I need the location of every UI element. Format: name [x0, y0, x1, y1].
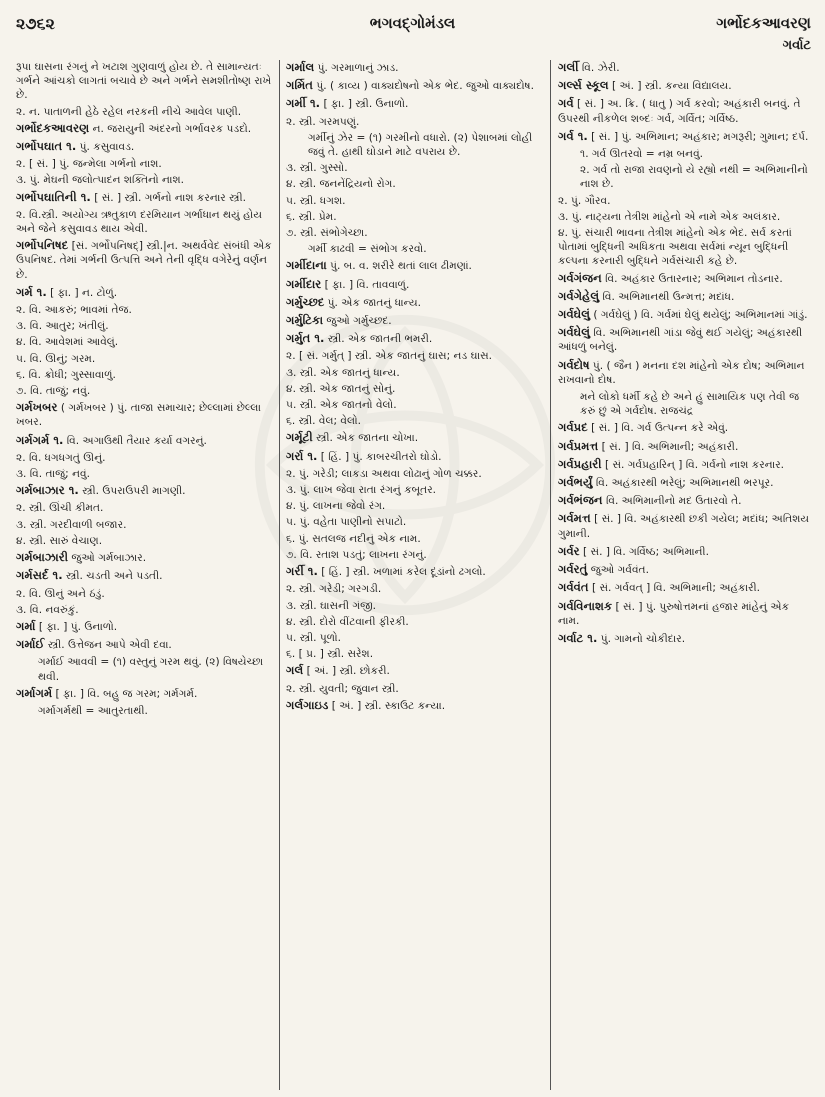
usage-example: ૨. ગર્વ તો રાજા રાવણનો યે રહ્યો નથી = અભિમાનીનો નાશ છે. [580, 164, 808, 191]
column-divider [550, 60, 551, 1090]
entry-definition: [ હિં. ] પું. કાબરચીતરો ઘોડો. [317, 450, 442, 463]
dictionary-entry [558, 544, 810, 559]
sub-definition: ૨. વિ. ધગધગતું ઊનું. [16, 451, 106, 464]
dictionary-entry [286, 564, 544, 579]
entry-definition: ( ગર્વઘેલું ) વિ. ગર્વમાં ઘેલું થયેલું; અભિમાનમાં ગાંડું. [590, 309, 808, 322]
sub-definition: રૂપા ઘાસના રંગનું ને ખટાશ ગુણવાળું હોય છે. તે સામાન્યતઃ ગર્ભને આંચકો લાગતાં બચાવે છે અને ગર્ભને સમશીતોષ્ણ રાખે છે. [16, 61, 272, 102]
entry-definition: સ્ત્રી. ઉત્તેજન આપે એવી દવા. [44, 639, 172, 652]
dictionary-entry [286, 277, 544, 292]
entry-definition: વિ. અગાઉથી તૈયાર કર્યા વગરનું. [63, 434, 207, 447]
sub-definition: ૩. સ્ત્રી. ઘાસની ગંજી. [286, 599, 377, 612]
dictionary-entry [16, 238, 274, 282]
entry-headword: ગર્લગાઇડ [286, 697, 329, 712]
usage-example: ૧. ગર્વ ઊતરવો = નમ્ર બનવું. [580, 148, 704, 161]
entry-definition: [ ફા. ] સ્ત્રી. ઉનાળો. [320, 98, 409, 111]
entry-definition: [ સં. ] વિ. અભિમાની; અહંકારી. [598, 440, 739, 453]
entry-headword: ગર્વપ્રદ [558, 420, 588, 435]
dictionary-entry [286, 78, 544, 93]
sub-definition: ૪. સ્ત્રી. દોરો વીંટવાની ફીરકી. [286, 615, 409, 628]
entry-headword: ગર્મીદાર [286, 276, 322, 291]
sub-definition: ૨. સ્ત્રી. ઊંચી કીમત. [16, 502, 104, 515]
entry-definition: વિ. અભિમાનીનો મદ ઉતારવો તે. [602, 495, 742, 508]
sub-definition: ૬. [ પ્ર. ] સ્ત્રી. સરેશ. [286, 648, 374, 661]
entry-definition: સ્ત્રી. ઉપરાઉપરી માગણી. [78, 485, 186, 498]
entry-headword: ગર્વભંજન [558, 493, 603, 508]
page-number: ૨૭૬૨ [16, 14, 55, 33]
entry-definition: [ સં. ] અ. ક્રિ. ( ધાતુ ) ગર્વ કરવો; અહંકારી બનવું. તે ઉપરથી નીકળેલ શબ્દઃ ગર્વ, ગર્વિત; ગર્વિષ્ઠ. [558, 98, 801, 125]
entry-definition: સ્ત્રી. ચડતી અને પડતી. [62, 570, 163, 583]
entry-headword: ગર્વઘેલું [558, 307, 591, 322]
sub-definition: ૩. વિ. તાજું; નવું. [16, 468, 90, 481]
entry-definition: ( ગર્મખબર ) પું. તાજા સમાચાર; છેલ્લામાં છેલ્લા ખબર. [16, 402, 261, 429]
usage-example: ગર્માગર્મથી = આતુરતાથી. [38, 704, 148, 717]
entry-headword: ગર્મિત [286, 78, 313, 93]
dictionary-entry [286, 449, 544, 464]
sub-definition: ૩. પું. લાખ જેવા રાતા રંગનું કબૂતર. [286, 484, 437, 497]
entry-definition: [ અં. ] સ્ત્રી. છોકરી. [303, 665, 390, 678]
entry-headword: ગર્વભર્યું [558, 475, 593, 490]
dictionary-entry [286, 60, 544, 75]
entry-headword: ગર્મ ૧. [16, 284, 47, 299]
dictionary-entry [16, 121, 274, 136]
entry-headword: ગર્વદોષ [558, 357, 590, 372]
sub-definition: ૪. વિ. આવેશમાં આવેલું. [16, 336, 119, 349]
entry-headword: ગર્લ્સ સ્કૂલ [558, 78, 609, 93]
entry-headword: ગર્રા ૧. [286, 448, 318, 463]
entry-definition: પું. ( જૈન ) મનના દશ માંહેનો એક દોષ; અભિમાન રાખવાનો દોષ. [558, 359, 805, 386]
entry-headword: ગર્વવિનાશક [558, 598, 613, 613]
sub-definition: ૨. વિ.સ્ત્રી. અયોગ્ય ઋતુકાળ દરમિયાન ગર્ભાધાન થયું હોય અને જેને કસુવાવડ થાય એવી. [16, 208, 262, 236]
entry-headword: ગર્મી ૧. [286, 96, 321, 111]
dictionary-entry [16, 550, 274, 565]
column-3 [558, 60, 810, 1090]
sub-definition: ૨. સ્ત્રી. ગરમપણું. [286, 115, 360, 128]
usage-example: ગર્મીનું ઝેર = (૧) ગરમીનો વધારો. (૨) પેશાબમાં લોહી જવું તે. હાથી ઘોડાને માટે વપરાય છે. [308, 131, 533, 159]
sub-definition: ૩. સ્ત્રી. ગુસ્સો. [286, 162, 348, 175]
dictionary-entry [286, 313, 544, 328]
entry-definition: વિ. અહંકાર ઉતારનાર; અભિમાન તોડનાર. [601, 272, 783, 285]
entry-definition: [ અં. ] સ્ત્રી. કન્યા વિદ્યાલય. [608, 80, 732, 93]
entry-definition: પું. ( કાવ્ય ) વાક્યદોષનો એક ભેદ. જુઓ વાક્યદોષ. [312, 80, 534, 93]
sub-definition: ૪. પું. લાખના જેવો રંગ. [286, 500, 386, 513]
sub-definition: ૩. સ્ત્રી. ગરદીવાળી બજાર. [16, 518, 127, 531]
dictionary-entry [16, 139, 274, 154]
dictionary-entry [558, 562, 810, 577]
dictionary-entry [286, 698, 544, 713]
sub-definition: ૨. પું. ગૌરવ. [558, 194, 611, 207]
entry-definition: પું. બ. વ. શરીરે થતાં લાલ ઢીમણાં. [326, 260, 472, 273]
sub-definition: ૬. વિ. ક્રોધી; ગુસ્સાવાળું. [16, 368, 116, 381]
entry-headword: ગર્વઘેલું [558, 325, 591, 340]
entry-definition: જુઓ ગર્વવંત. [587, 564, 649, 577]
dictionary-entry [558, 78, 810, 93]
entry-definition: પું. ગરમાળાનું ઝાડ. [314, 62, 399, 74]
dictionary-entry [16, 433, 274, 448]
entry-headword: ગર્મખબર [16, 400, 58, 415]
sub-definition: ૪. પું. સંચારી ભાવના તેત્રીશ માંહેનો એક ભેદ. સર્વ કરતાં પોતામાં બુદ્ધિની અધિકતા અથવા સર્વમાં ન્યૂન બુદ્ધિની કલ્પના કરનારી બુદ્ધિને ગર્વસંચારી કહે છે. [558, 227, 792, 268]
sub-definition: ૨. ન. પાતાળની હેઠે રહેલ નરકની નીચે આવેલ પાણી. [16, 105, 242, 118]
entry-headword: ગર્માગર્મ [16, 685, 53, 700]
sub-definition: ૩. વિ. નવરુંકું. [16, 603, 79, 616]
entry-definition: [ સં. ] વિ. ગર્વિષ્ઠ; અભિમાની. [579, 545, 709, 558]
dictionary-entry [558, 271, 810, 286]
entry-headword: ગર્વરતું [558, 562, 588, 577]
usage-example: ગર્મી કાઢવી = સંભોગ કરવો. [308, 243, 427, 256]
entry-definition: [ ફા. ] પું. ઉનાળો. [35, 620, 118, 633]
entry-definition: ન. જરાયુની અંદરનો ગર્ભાવરક પડદો. [89, 122, 252, 135]
sub-definition: ૪. સ્ત્રી. સારું વેચાણ. [16, 534, 103, 547]
sub-definition: ૪. સ્ત્રી. જનનેંદ્રિયનો રોગ. [286, 178, 396, 191]
entry-headword: ગર્રી ૧. [286, 564, 318, 579]
sub-definition: ૩. પું. નાટ્યના તેત્રીશ માંહેનો એ નામે એક અલંકાર. [558, 210, 781, 223]
entry-definition: [ અં. ] સ્ત્રી. સ્કાઉટ કન્યા. [328, 699, 446, 712]
column-divider [279, 60, 280, 1090]
entry-headword: ગર્ભોપઘાતિની ૧. [16, 189, 91, 204]
sub-definition: ૩. વિ. આતુર; ખંતીલું. [16, 320, 109, 333]
book-title: ભગવદ્ગોમંડલ [369, 14, 456, 32]
sub-definition: ૭. સ્ત્રી. સંભોગેચ્છા. [286, 227, 368, 240]
dictionary-entry [286, 331, 544, 346]
entry-definition: વિ. અભિમાનથી ગાંડા જેવું થઈ ગયેલું; અહંકારથી આંધળું બનેલું. [558, 327, 803, 354]
dictionary-entry [16, 637, 274, 652]
usage-example: મને લોકો ધર્મી કહે છે અને હું સામાયિક પણ તેવી જ કરું છું એ ગર્વદોષ. રાજચંદ્ર [580, 391, 800, 418]
sub-definition: ૨. સ્ત્રી. યુવતી; જુવાન સ્ત્રી. [286, 682, 399, 695]
sub-definition: ૨. પું. ગરેડી; લાકડા અથવા લોઢાનું ગોળ ચક્કર. [286, 467, 482, 480]
entry-definition: પું. એક જાતનું ધાન્ય. [324, 296, 421, 309]
dictionary-entry [558, 475, 810, 490]
sub-definition: ૬. સ્ત્રી. વેલ; વેલો. [286, 415, 362, 428]
entry-headword: ગર્વમત્ત [558, 511, 591, 526]
entry-headword: ગર્વવંત [558, 580, 589, 595]
entry-definition: [ સં. ] વિ. ગર્વ ઉત્પન્ન કરે એવું. [587, 422, 729, 435]
sub-definition: ૭. વિ. રતાશ પડતું; લાખના રંગનું. [286, 548, 427, 561]
entry-headword: ગર્મબાઝારી [16, 550, 69, 565]
sub-definition: ૭. વિ. તાજું; નવું. [16, 385, 91, 398]
entry-headword: ગર્ભોદકઆવરણ [16, 120, 90, 135]
column-2 [286, 60, 544, 1090]
last-guide-word: ગર્વાટ [782, 38, 811, 53]
entry-definition: [સં. ગર્ભોપનિષદ્] સ્ત્રી.|ન. અથર્વવેદ સંબંધી એક ઉપનિષદ. તેમાં ગર્ભની ઉત્પત્તિ અને તેની વૃદ્ધિ વગેરેનું વર્ણન છે. [16, 240, 272, 281]
dictionary-entry [16, 483, 274, 498]
entry-definition: [ સં. ] સ્ત્રી. ગર્ભનો નાશ કરનાર સ્ત્રી. [90, 191, 246, 204]
dictionary-entry [558, 631, 810, 646]
entry-definition: સ્ત્રી. એક જાતની ભમરી. [324, 333, 433, 346]
entry-headword: ગર્મગર્મ ૧. [16, 432, 64, 447]
dictionary-entry [16, 686, 274, 701]
entry-headword: ગર્માલ [286, 60, 315, 74]
entry-definition: [ ફા. ] વિ. બહુ જ ગરમ; ગર્મગર્મ. [52, 687, 198, 700]
page-header [0, 0, 825, 62]
entry-headword: ગર્ભોપનિષદ [16, 238, 69, 253]
entry-headword: ગર્વગંજન [558, 270, 602, 285]
dictionary-entry [558, 511, 810, 540]
sub-definition: ૨. સ્ત્રી. ગરેડી; ગરગડી. [286, 583, 382, 596]
dictionary-entry [558, 420, 810, 435]
entry-headword: ગર્વપ્રમત્ત [558, 438, 599, 453]
entry-headword: ગર્મૂટી [286, 430, 313, 445]
dictionary-entry [286, 295, 544, 310]
sub-definition: ૬. સ્ત્રી. પ્રેમ. [286, 210, 337, 223]
dictionary-entry [16, 619, 274, 634]
entry-definition: વિ. અહંકારથી ભરેલું; અભિમાનથી ભરપૂર. [592, 477, 774, 490]
dictionary-entry [16, 190, 274, 205]
entry-definition: પું. ગામનો ચોકીદાર. [597, 632, 686, 645]
entry-definition: સ્ત્રી. એક જાતના ચોખા. [312, 432, 419, 445]
dictionary-entry [286, 663, 544, 678]
sub-definition: ૬. પું. સતલજ નદીનું એક નામ. [286, 532, 421, 545]
dictionary-entry [558, 129, 810, 144]
entry-headword: ગર્લ [286, 663, 304, 678]
dictionary-entry [16, 285, 274, 300]
first-guide-word: ગર્ભોદકઆવરણ [716, 14, 811, 32]
dictionary-entry [286, 258, 544, 273]
entry-definition: જુઓ ગર્મબાઝાર. [68, 552, 147, 565]
entry-definition: પું. કસુવાવડ. [76, 141, 135, 154]
entry-definition: [ ફા. ] ન. ટોળું. [46, 286, 118, 299]
entry-headword: ગર્ભોપઘાત ૧. [16, 139, 77, 154]
dictionary-entry [558, 599, 810, 628]
sub-definition: ૩. પું. મેઘની જલોત્પાદન શક્તિનો નાશ. [16, 174, 185, 187]
dictionary-entry [286, 430, 544, 445]
entry-headword: ગર્વર [558, 543, 580, 558]
entry-definition: [ હિં. ] સ્ત્રી. ખળામાં કરેલ દૂંડાંનો ઢગલો. [317, 566, 486, 579]
dictionary-entry [558, 307, 810, 322]
entry-headword: ગર્મીદાના [286, 258, 327, 273]
entry-definition: [ સં. ] વિ. અહંકારથી છકી ગયેલ; મદાંધ; અતિશય ગુમાની. [558, 513, 810, 540]
entry-definition: [ ફા. ] વિ. તાવવાળું. [321, 278, 410, 291]
entry-definition: વિ. ઝેરી. [578, 62, 620, 74]
entry-headword: ગર્મુત ૧. [286, 331, 325, 346]
dictionary-entry [558, 289, 810, 304]
sub-definition: ૫. સ્ત્રી. એક જાતનો વેલો. [286, 399, 397, 412]
column-1 [16, 60, 274, 1090]
sub-definition: ૪. સ્ત્રી. એક જાતનું સોનું. [286, 382, 396, 395]
dictionary-entry [558, 457, 810, 472]
sub-definition: ૨. વિ. ઊનું અને ઠંડું. [16, 587, 105, 600]
entry-headword: ગર્માઈ [16, 637, 45, 652]
entry-headword: ગર્મબાઝાર ૧. [16, 483, 79, 498]
sub-definition: ૨. વિ. આકરું; ભાવમાં તેજ. [16, 304, 132, 317]
usage-example: ગર્માઈ આવવી = (૧) વસ્તુનું ગરમ થવું. (૨) વિષયેચ્છા થવી. [38, 656, 264, 683]
dictionary-entry [558, 96, 810, 125]
entry-headword: ગર્મુચ્છદ [286, 294, 325, 309]
entry-headword: ગર્વપ્રહારી [558, 456, 602, 471]
entry-headword: ગર્મસર્દ ૧. [16, 568, 63, 583]
sub-definition: ૫. વિ. ઊનું; ગરમ. [16, 352, 96, 365]
entry-definition: [ સં. ] પું. પુરુષોત્તમનાં હજાર માંહેનું એક નામ. [558, 600, 790, 627]
dictionary-entry [558, 358, 810, 387]
entry-definition: [ સં. ગર્વપ્રહારિન્ ] વિ. ગર્વનો નાશ કરનાર. [601, 458, 785, 471]
dictionary-entry [558, 60, 810, 75]
sub-definition: ૩. સ્ત્રી. એક જાતનું ધાન્ય. [286, 366, 400, 379]
entry-headword: ગર્વગેહેલું [558, 288, 600, 303]
entry-definition: વિ. અભિમાનથી ઉન્મત્ત; મદાંધ. [599, 290, 735, 303]
entry-headword: ગર્વ ૧. [558, 128, 588, 143]
entry-definition: [ સં. ગર્વવત્ ] વિ. અભિમાની; અહંકારી. [588, 582, 760, 595]
dictionary-entry [558, 580, 810, 595]
dictionary-entry [558, 325, 810, 354]
dictionary-entry [16, 568, 274, 583]
sub-definition: ૫. સ્ત્રી. પૂળો. [286, 631, 342, 644]
entry-headword: ગર્મા [16, 618, 36, 633]
sub-definition: ૫. પું. વહેતા પાણીનો સપાટો. [286, 516, 407, 529]
dictionary-entry [286, 96, 544, 111]
entry-headword: ગર્વ [558, 96, 574, 111]
entry-definition: [ સં. ] પું. અભિમાન; અહંકાર; મગરૂરી; ગુમાન; દર્પ. [587, 130, 809, 143]
sub-definition: ૫. સ્ત્રી. ધગશ. [286, 194, 346, 207]
dictionary-entry [558, 439, 810, 454]
dictionary-entry [558, 493, 810, 508]
entry-headword: ગર્મુટિકા [286, 313, 324, 328]
entry-definition: જુઓ ગર્મુચ્છદ. [323, 315, 392, 328]
entry-headword: ગર્લી [558, 60, 579, 74]
dictionary-entry [16, 400, 274, 429]
sub-definition: ૨. [ સં. ] પું. જન્મેલા ગર્ભનો નાશ. [16, 158, 162, 171]
entry-headword: ગર્વાટ ૧. [558, 630, 598, 645]
sub-definition: ૨. [ સં. ગર્મુત્ ] સ્ત્રી. એક જાતનું ઘાસ; નડ ઘાસ. [286, 350, 493, 363]
